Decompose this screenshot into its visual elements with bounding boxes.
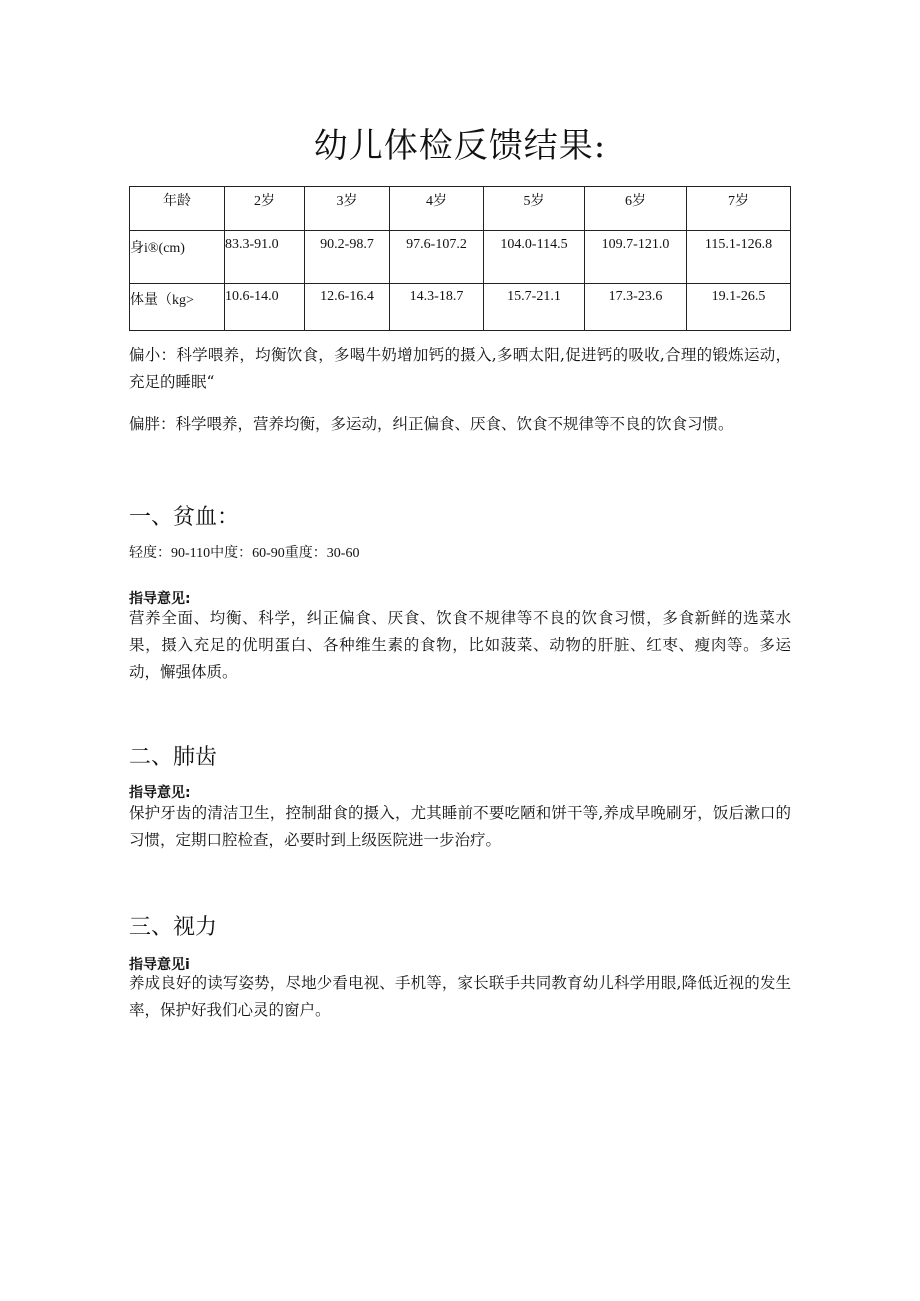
row-label-height: 身i®(cm) bbox=[130, 231, 225, 284]
table-cell: 19.1-26.5 bbox=[687, 284, 791, 331]
header-cell: 6岁 bbox=[585, 187, 687, 231]
table-header-row bbox=[130, 187, 791, 231]
table-cell: 115.1-126.8 bbox=[687, 231, 791, 284]
section-heading-teeth: 二、肺齿 bbox=[129, 745, 218, 770]
anemia-levels: 轻度：90-110中度：60-90重度：30-60 bbox=[129, 546, 360, 561]
overweight-advice: 偏胖：科学喂养，营养均衡，多运动，纠正偏食、厌食、饮食不规律等不良的饮食习惯。 bbox=[129, 415, 734, 433]
guide-label: 指导意见i bbox=[129, 957, 190, 973]
table-cell: 10.6-14.0 bbox=[225, 284, 305, 331]
table-cell: 17.3-23.6 bbox=[585, 284, 687, 331]
header-cell-age: 年龄 bbox=[130, 187, 225, 231]
growth-reference-table bbox=[129, 186, 791, 331]
table-cell: 104.0-114.5 bbox=[484, 231, 585, 284]
section-heading-anemia: 一、贫血： bbox=[129, 505, 240, 530]
header-cell: 7岁 bbox=[687, 187, 791, 231]
underweight-advice: 偏小：科学喂养，均衡饮食，多喝牛奶增加钙的摄入,多晒太阳,促进钙的吸收,合理的锻炼运动，充足的睡眠“ bbox=[129, 346, 791, 391]
table-row-weight bbox=[130, 284, 791, 331]
header-cell: 4岁 bbox=[390, 187, 484, 231]
page-title: 幼儿体检反馈结果: bbox=[313, 126, 607, 166]
table-row-height bbox=[130, 231, 791, 284]
guide-label: 指导意见: bbox=[129, 591, 191, 607]
anemia-guide-text: 营养全面、均衡、科学，纠正偏食、厌食、饮食不规律等不良的饮食习惯，多食新鲜的选菜水果，摄入充足的优明蛋白、各种维生素的食物，比如菠菜、动物的肝脏、红枣、瘦肉等。多运动，懈强体质。 bbox=[129, 609, 791, 681]
header-cell: 3岁 bbox=[305, 187, 390, 231]
table-cell: 12.6-16.4 bbox=[305, 284, 390, 331]
guide-label: 指导意见: bbox=[129, 785, 191, 801]
row-label-weight: 体量（kg> bbox=[130, 284, 225, 331]
table-cell: 83.3-91.0 bbox=[225, 231, 305, 284]
table-cell: 109.7-121.0 bbox=[585, 231, 687, 284]
table-cell: 97.6-107.2 bbox=[390, 231, 484, 284]
table-cell: 90.2-98.7 bbox=[305, 231, 390, 284]
header-cell: 2岁 bbox=[225, 187, 305, 231]
teeth-guide-text: 保护牙齿的清洁卫生，控制甜食的摄入，尤其睡前不要吃陋和饼干等,养成早晚刷牙，饭后漱口的习惯，定期口腔检查，必要时到上级医院进一步治疗。 bbox=[129, 804, 791, 849]
vision-guide-text: 养成良好的读写姿势，尽地少看电视、手机等，家长联手共同教育幼儿科学用眼,降低近视的发生率，保护好我们心灵的窗户。 bbox=[129, 974, 791, 1019]
table-cell: 14.3-18.7 bbox=[390, 284, 484, 331]
section-heading-vision: 三、视力 bbox=[129, 915, 218, 940]
header-cell: 5岁 bbox=[484, 187, 585, 231]
table-cell: 15.7-21.1 bbox=[484, 284, 585, 331]
